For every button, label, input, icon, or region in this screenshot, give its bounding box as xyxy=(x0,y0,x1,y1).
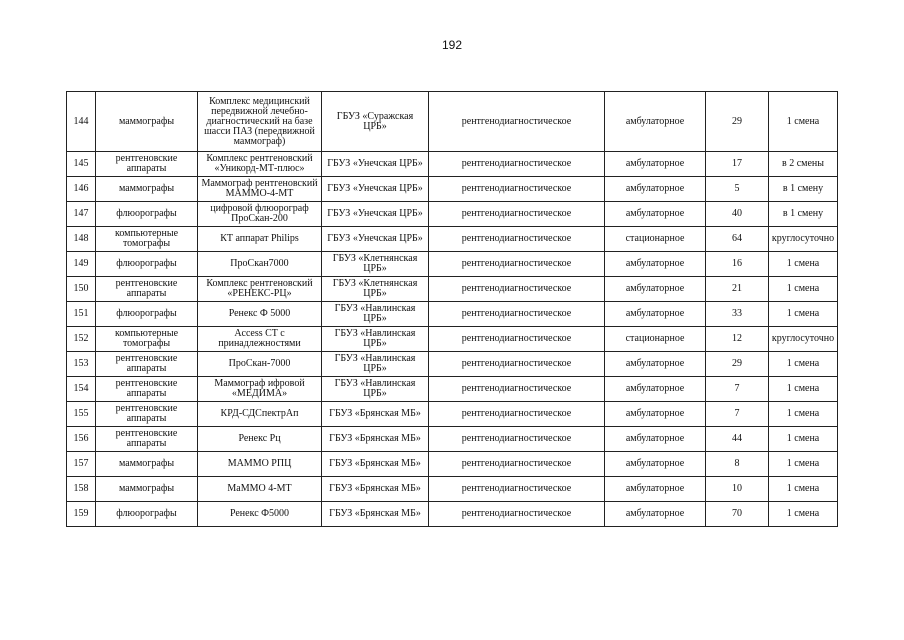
diagnostic-kind-cell: рентгенодиагностическое xyxy=(429,477,605,502)
load-cell: 7 xyxy=(706,377,769,402)
shift-cell: 1 смена xyxy=(769,377,838,402)
organization-cell: ГБУЗ «Навлинская ЦРБ» xyxy=(322,352,429,377)
organization-cell: ГБУЗ «Брянская МБ» xyxy=(322,452,429,477)
table-row xyxy=(67,92,838,152)
diagnostic-kind-cell: рентгенодиагностическое xyxy=(429,92,605,152)
shift-cell: 1 смена xyxy=(769,92,838,152)
care-mode-cell: амбулаторное xyxy=(605,92,706,152)
load-cell: 33 xyxy=(706,302,769,327)
shift-cell: 1 смена xyxy=(769,402,838,427)
table-body xyxy=(67,92,838,527)
row-number-cell: 158 xyxy=(67,477,96,502)
equipment-name-cell: цифровой флюорограф ПроСкан-200 xyxy=(198,202,322,227)
shift-cell: 1 смена xyxy=(769,277,838,302)
care-mode-cell: амбулаторное xyxy=(605,427,706,452)
organization-cell: ГБУЗ «Суражская ЦРБ» xyxy=(322,92,429,152)
table-row xyxy=(67,452,838,477)
care-mode-cell: амбулаторное xyxy=(605,352,706,377)
diagnostic-kind-cell: рентгенодиагностическое xyxy=(429,252,605,277)
shift-cell: 1 смена xyxy=(769,477,838,502)
load-cell: 21 xyxy=(706,277,769,302)
page-number: 192 xyxy=(441,38,463,52)
load-cell: 7 xyxy=(706,402,769,427)
equipment-name-cell: Ренекс Рц xyxy=(198,427,322,452)
diagnostic-kind-cell: рентгенодиагностическое xyxy=(429,427,605,452)
equipment-type-cell: флюорографы xyxy=(96,502,198,527)
table-row xyxy=(67,402,838,427)
equipment-name-cell: Комплекс рентгеновский «Уникорд-МТ-плюс» xyxy=(198,152,322,177)
diagnostic-kind-cell: рентгенодиагностическое xyxy=(429,202,605,227)
care-mode-cell: амбулаторное xyxy=(605,477,706,502)
diagnostic-kind-cell: рентгенодиагностическое xyxy=(429,502,605,527)
table-row xyxy=(67,202,838,227)
diagnostic-kind-cell: рентгенодиагностическое xyxy=(429,177,605,202)
equipment-name-cell: МАММО РПЦ xyxy=(198,452,322,477)
row-number-cell: 148 xyxy=(67,227,96,252)
organization-cell: ГБУЗ «Унечская ЦРБ» xyxy=(322,202,429,227)
row-number-cell: 151 xyxy=(67,302,96,327)
equipment-name-cell: Ренекс Ф5000 xyxy=(198,502,322,527)
table-row xyxy=(67,152,838,177)
organization-cell: ГБУЗ «Клетнянская ЦРБ» xyxy=(322,277,429,302)
table-row xyxy=(67,227,838,252)
organization-cell: ГБУЗ «Навлинская ЦРБ» xyxy=(322,302,429,327)
diagnostic-kind-cell: рентгенодиагностическое xyxy=(429,377,605,402)
equipment-type-cell: флюорографы xyxy=(96,252,198,277)
row-number-cell: 154 xyxy=(67,377,96,402)
care-mode-cell: амбулаторное xyxy=(605,177,706,202)
load-cell: 10 xyxy=(706,477,769,502)
row-number-cell: 146 xyxy=(67,177,96,202)
load-cell: 70 xyxy=(706,502,769,527)
equipment-name-cell: ПроСкан7000 xyxy=(198,252,322,277)
care-mode-cell: амбулаторное xyxy=(605,377,706,402)
equipment-name-cell: Ренекс Ф 5000 xyxy=(198,302,322,327)
equipment-type-cell: маммографы xyxy=(96,177,198,202)
load-cell: 29 xyxy=(706,352,769,377)
care-mode-cell: стационарное xyxy=(605,327,706,352)
equipment-type-cell: флюорографы xyxy=(96,302,198,327)
equipment-name-cell: Комплекс медицинский передвижной лечебно-диагностический на базе шасси ПАЗ (передвижной маммограф) xyxy=(198,92,322,152)
care-mode-cell: амбулаторное xyxy=(605,402,706,427)
table-row xyxy=(67,177,838,202)
equipment-type-cell: рентгеновские аппараты xyxy=(96,152,198,177)
row-number-cell: 159 xyxy=(67,502,96,527)
equipment-table xyxy=(66,91,838,527)
shift-cell: круглосуточно xyxy=(769,227,838,252)
load-cell: 44 xyxy=(706,427,769,452)
organization-cell: ГБУЗ «Брянская МБ» xyxy=(322,402,429,427)
row-number-cell: 150 xyxy=(67,277,96,302)
equipment-type-cell: флюорографы xyxy=(96,202,198,227)
shift-cell: 1 смена xyxy=(769,302,838,327)
diagnostic-kind-cell: рентгенодиагностическое xyxy=(429,402,605,427)
load-cell: 64 xyxy=(706,227,769,252)
shift-cell: 1 смена xyxy=(769,427,838,452)
care-mode-cell: амбулаторное xyxy=(605,202,706,227)
diagnostic-kind-cell: рентгенодиагностическое xyxy=(429,152,605,177)
equipment-type-cell: компьютерные томографы xyxy=(96,327,198,352)
table-row xyxy=(67,302,838,327)
row-number-cell: 144 xyxy=(67,92,96,152)
equipment-type-cell: рентгеновские аппараты xyxy=(96,402,198,427)
row-number-cell: 149 xyxy=(67,252,96,277)
table-row xyxy=(67,352,838,377)
organization-cell: ГБУЗ «Брянская МБ» xyxy=(322,477,429,502)
equipment-type-cell: маммографы xyxy=(96,92,198,152)
load-cell: 8 xyxy=(706,452,769,477)
equipment-type-cell: маммографы xyxy=(96,477,198,502)
table-row xyxy=(67,252,838,277)
equipment-type-cell: маммографы xyxy=(96,452,198,477)
equipment-type-cell: рентгеновские аппараты xyxy=(96,352,198,377)
table-row xyxy=(67,477,838,502)
organization-cell: ГБУЗ «Навлинская ЦРБ» xyxy=(322,377,429,402)
equipment-name-cell: Access CT с принадлежностями xyxy=(198,327,322,352)
care-mode-cell: амбулаторное xyxy=(605,502,706,527)
care-mode-cell: амбулаторное xyxy=(605,277,706,302)
organization-cell: ГБУЗ «Унечская ЦРБ» xyxy=(322,177,429,202)
organization-cell: ГБУЗ «Унечская ЦРБ» xyxy=(322,227,429,252)
diagnostic-kind-cell: рентгенодиагностическое xyxy=(429,327,605,352)
row-number-cell: 155 xyxy=(67,402,96,427)
load-cell: 29 xyxy=(706,92,769,152)
equipment-name-cell: ПроСкан-7000 xyxy=(198,352,322,377)
shift-cell: 1 смена xyxy=(769,502,838,527)
load-cell: 12 xyxy=(706,327,769,352)
row-number-cell: 145 xyxy=(67,152,96,177)
shift-cell: 1 смена xyxy=(769,352,838,377)
care-mode-cell: амбулаторное xyxy=(605,152,706,177)
organization-cell: ГБУЗ «Клетнянская ЦРБ» xyxy=(322,252,429,277)
table-row xyxy=(67,377,838,402)
equipment-name-cell: КТ аппарат Philips xyxy=(198,227,322,252)
equipment-name-cell: Комплекс рентгеновский «РЕНЕКС-РЦ» xyxy=(198,277,322,302)
shift-cell: в 2 смены xyxy=(769,152,838,177)
load-cell: 17 xyxy=(706,152,769,177)
table-row xyxy=(67,277,838,302)
load-cell: 40 xyxy=(706,202,769,227)
organization-cell: ГБУЗ «Брянская МБ» xyxy=(322,502,429,527)
diagnostic-kind-cell: рентгенодиагностическое xyxy=(429,352,605,377)
organization-cell: ГБУЗ «Брянская МБ» xyxy=(322,427,429,452)
load-cell: 16 xyxy=(706,252,769,277)
equipment-type-cell: компьютерные томографы xyxy=(96,227,198,252)
organization-cell: ГБУЗ «Унечская ЦРБ» xyxy=(322,152,429,177)
shift-cell: круглосуточно xyxy=(769,327,838,352)
care-mode-cell: стационарное xyxy=(605,227,706,252)
table-row xyxy=(67,327,838,352)
care-mode-cell: амбулаторное xyxy=(605,452,706,477)
equipment-name-cell: Маммограф ифровой «МЕДИМА» xyxy=(198,377,322,402)
shift-cell: 1 смена xyxy=(769,252,838,277)
diagnostic-kind-cell: рентгенодиагностическое xyxy=(429,277,605,302)
diagnostic-kind-cell: рентгенодиагностическое xyxy=(429,227,605,252)
row-number-cell: 157 xyxy=(67,452,96,477)
diagnostic-kind-cell: рентгенодиагностическое xyxy=(429,302,605,327)
row-number-cell: 156 xyxy=(67,427,96,452)
shift-cell: 1 смена xyxy=(769,452,838,477)
equipment-type-cell: рентгеновские аппараты xyxy=(96,277,198,302)
equipment-name-cell: КРД-СДСпектрАп xyxy=(198,402,322,427)
row-number-cell: 147 xyxy=(67,202,96,227)
shift-cell: в 1 смену xyxy=(769,177,838,202)
equipment-name-cell: МаММО 4-МТ xyxy=(198,477,322,502)
diagnostic-kind-cell: рентгенодиагностическое xyxy=(429,452,605,477)
equipment-name-cell: Маммограф рентгеновский МАММО-4-МТ xyxy=(198,177,322,202)
equipment-type-cell: рентгеновские аппараты xyxy=(96,377,198,402)
table-row xyxy=(67,427,838,452)
load-cell: 5 xyxy=(706,177,769,202)
table-row xyxy=(67,502,838,527)
organization-cell: ГБУЗ «Навлинская ЦРБ» xyxy=(322,327,429,352)
equipment-type-cell: рентгеновские аппараты xyxy=(96,427,198,452)
shift-cell: в 1 смену xyxy=(769,202,838,227)
care-mode-cell: амбулаторное xyxy=(605,252,706,277)
care-mode-cell: амбулаторное xyxy=(605,302,706,327)
row-number-cell: 152 xyxy=(67,327,96,352)
row-number-cell: 153 xyxy=(67,352,96,377)
